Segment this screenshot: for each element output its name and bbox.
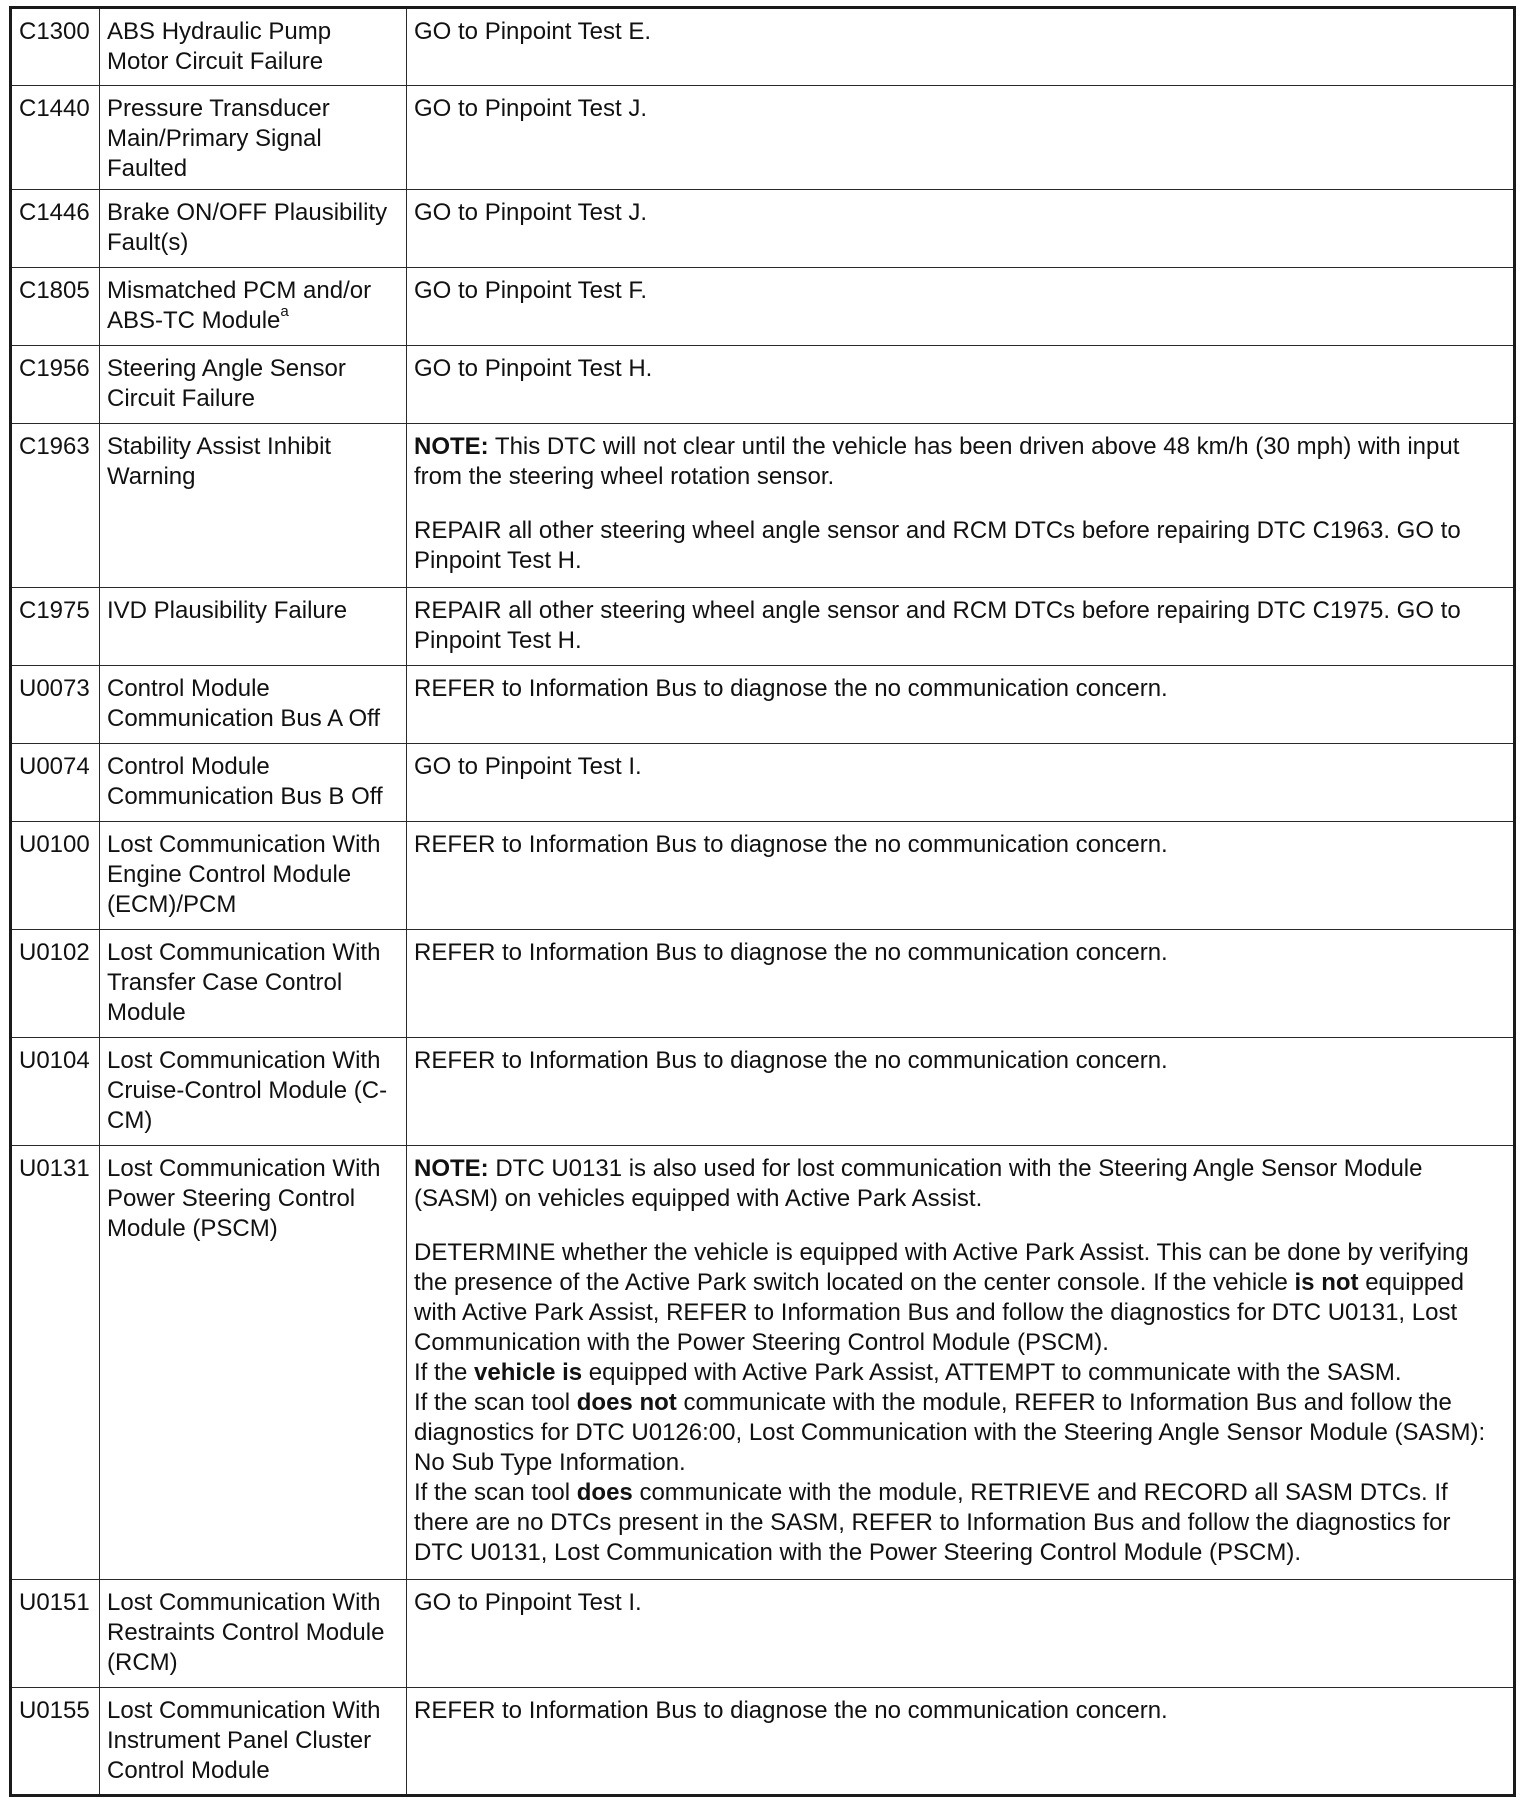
dtc-action: REFER to Information Bus to diagnose the no communication concern. — [407, 930, 1515, 1038]
dtc-table — [9, 6, 1516, 1797]
action-text: communicate with the module, RETRIEVE and RECORD all SASM DTCs. If there are no DTCs present in the SASM, REFER to Information Bus and follow the diagnostics for DTC U0131, Lost Communication with the Power Steering Control Module (PSCM). — [414, 1479, 1451, 1566]
dtc-code: U0073 — [11, 666, 100, 744]
dtc-description: Stability Assist Inhibit Warning — [100, 424, 407, 588]
footnote-marker: a — [280, 303, 289, 320]
dtc-description: Brake ON/OFF Plausibility Fault(s) — [100, 190, 407, 268]
dtc-action — [407, 424, 1515, 588]
action-text: If the scan tool — [414, 1479, 571, 1506]
dtc-code: C1963 — [11, 424, 100, 588]
action-emphasis: does — [576, 1479, 633, 1506]
table-row — [11, 744, 1515, 822]
action-text: equipped with Active Park Assist, ATTEMPT to communicate with the SASM. — [588, 1359, 1402, 1386]
action-text: DETERMINE whether the vehicle is equipped with Active Park Assist. This can be done by verifying the presence of the Active Park switch located on the center console. If the vehicle — [414, 1239, 1469, 1296]
dtc-action: GO to Pinpoint Test I. — [407, 744, 1515, 822]
dtc-page — [9, 6, 1513, 1797]
action-paragraph — [414, 1478, 1505, 1568]
action-text: If the — [414, 1359, 468, 1386]
dtc-action: GO to Pinpoint Test J. — [407, 86, 1515, 190]
dtc-description: Lost Communication With Engine Control Module (ECM)/PCM — [100, 822, 407, 930]
table-row — [11, 930, 1515, 1038]
dtc-action: GO to Pinpoint Test J. — [407, 190, 1515, 268]
dtc-description: IVD Plausibility Failure — [100, 588, 407, 666]
dtc-description: Lost Communication With Restraints Control Module (RCM) — [100, 1580, 407, 1688]
dtc-description-text: Mismatched PCM and/or ABS-TC Module — [107, 277, 372, 334]
dtc-code: C1446 — [11, 190, 100, 268]
dtc-code: U0104 — [11, 1038, 100, 1146]
dtc-description: ABS Hydraulic Pump Motor Circuit Failure — [100, 8, 407, 86]
dtc-description: Lost Communication With Transfer Case Control Module — [100, 930, 407, 1038]
note-label: NOTE: — [414, 433, 489, 460]
dtc-code: C1975 — [11, 588, 100, 666]
action-emphasis: vehicle is — [474, 1359, 583, 1386]
dtc-description: Control Module Communication Bus A Off — [100, 666, 407, 744]
table-row — [11, 86, 1515, 190]
table-row — [11, 1146, 1515, 1580]
note-paragraph — [414, 432, 1505, 492]
dtc-code: C1440 — [11, 86, 100, 190]
table-row — [11, 588, 1515, 666]
action-text: equipped with Active Park Assist, REFER to Information Bus and follow the diagnostics for DTC U0131, Lost Communication with the Power Steering Control Module (PSCM). — [414, 1269, 1464, 1356]
table-row — [11, 268, 1515, 346]
dtc-action — [407, 1146, 1515, 1580]
dtc-action: GO to Pinpoint Test E. — [407, 8, 1515, 86]
table-row — [11, 424, 1515, 588]
dtc-code: U0102 — [11, 930, 100, 1038]
table-row — [11, 666, 1515, 744]
table-row — [11, 8, 1515, 86]
note-text: This DTC will not clear until the vehicle has been driven above 48 km/h (30 mph) with input from the steering wheel rotation sensor. — [414, 433, 1460, 490]
table-row — [11, 190, 1515, 268]
action-paragraph — [414, 1358, 1505, 1388]
action-emphasis: does not — [576, 1389, 677, 1416]
dtc-code: C1956 — [11, 346, 100, 424]
action-text: communicate with the module, REFER to Information Bus and follow the diagnostics for DTC U0126:00, Lost Communication with the Steering Angle Sensor Module (SASM): No Sub Type Information. — [414, 1389, 1486, 1476]
dtc-code: U0100 — [11, 822, 100, 930]
dtc-action: REFER to Information Bus to diagnose the no communication concern. — [407, 822, 1515, 930]
dtc-code: C1805 — [11, 268, 100, 346]
action-paragraph — [414, 1238, 1505, 1358]
dtc-description: Lost Communication With Power Steering Control Module (PSCM) — [100, 1146, 407, 1580]
dtc-code: C1300 — [11, 8, 100, 86]
table-row — [11, 1038, 1515, 1146]
dtc-description: Steering Angle Sensor Circuit Failure — [100, 346, 407, 424]
action-paragraph — [414, 1388, 1505, 1478]
dtc-action: GO to Pinpoint Test F. — [407, 268, 1515, 346]
dtc-code: U0131 — [11, 1146, 100, 1580]
table-row — [11, 346, 1515, 424]
dtc-description: Control Module Communication Bus B Off — [100, 744, 407, 822]
dtc-description: Lost Communication With Cruise-Control Module (C-CM) — [100, 1038, 407, 1146]
note-label: NOTE: — [414, 1155, 489, 1182]
table-row — [11, 822, 1515, 930]
dtc-description: Lost Communication With Instrument Panel Cluster Control Module — [100, 1688, 407, 1796]
action-text: If the scan tool — [414, 1389, 571, 1416]
dtc-action: REPAIR all other steering wheel angle sensor and RCM DTCs before repairing DTC C1975. GO to Pinpoint Test H. — [407, 588, 1515, 666]
dtc-description: Pressure Transducer Main/Primary Signal Faulted — [100, 86, 407, 190]
table-row — [11, 1688, 1515, 1796]
dtc-action: GO to Pinpoint Test I. — [407, 1580, 1515, 1688]
table-row — [11, 1580, 1515, 1688]
dtc-code: U0074 — [11, 744, 100, 822]
note-paragraph — [414, 1154, 1505, 1214]
dtc-action: REFER to Information Bus to diagnose the no communication concern. — [407, 666, 1515, 744]
note-text: DTC U0131 is also used for lost communication with the Steering Angle Sensor Module (SASM) on vehicles equipped with Active Park Assist. — [414, 1155, 1423, 1212]
dtc-code: U0151 — [11, 1580, 100, 1688]
dtc-action: GO to Pinpoint Test H. — [407, 346, 1515, 424]
action-emphasis: is not — [1294, 1269, 1359, 1296]
action-paragraph: REPAIR all other steering wheel angle sensor and RCM DTCs before repairing DTC C1963. GO to Pinpoint Test H. — [414, 517, 1461, 574]
dtc-action: REFER to Information Bus to diagnose the no communication concern. — [407, 1688, 1515, 1796]
dtc-code: U0155 — [11, 1688, 100, 1796]
dtc-description — [100, 268, 407, 346]
dtc-action: REFER to Information Bus to diagnose the no communication concern. — [407, 1038, 1515, 1146]
